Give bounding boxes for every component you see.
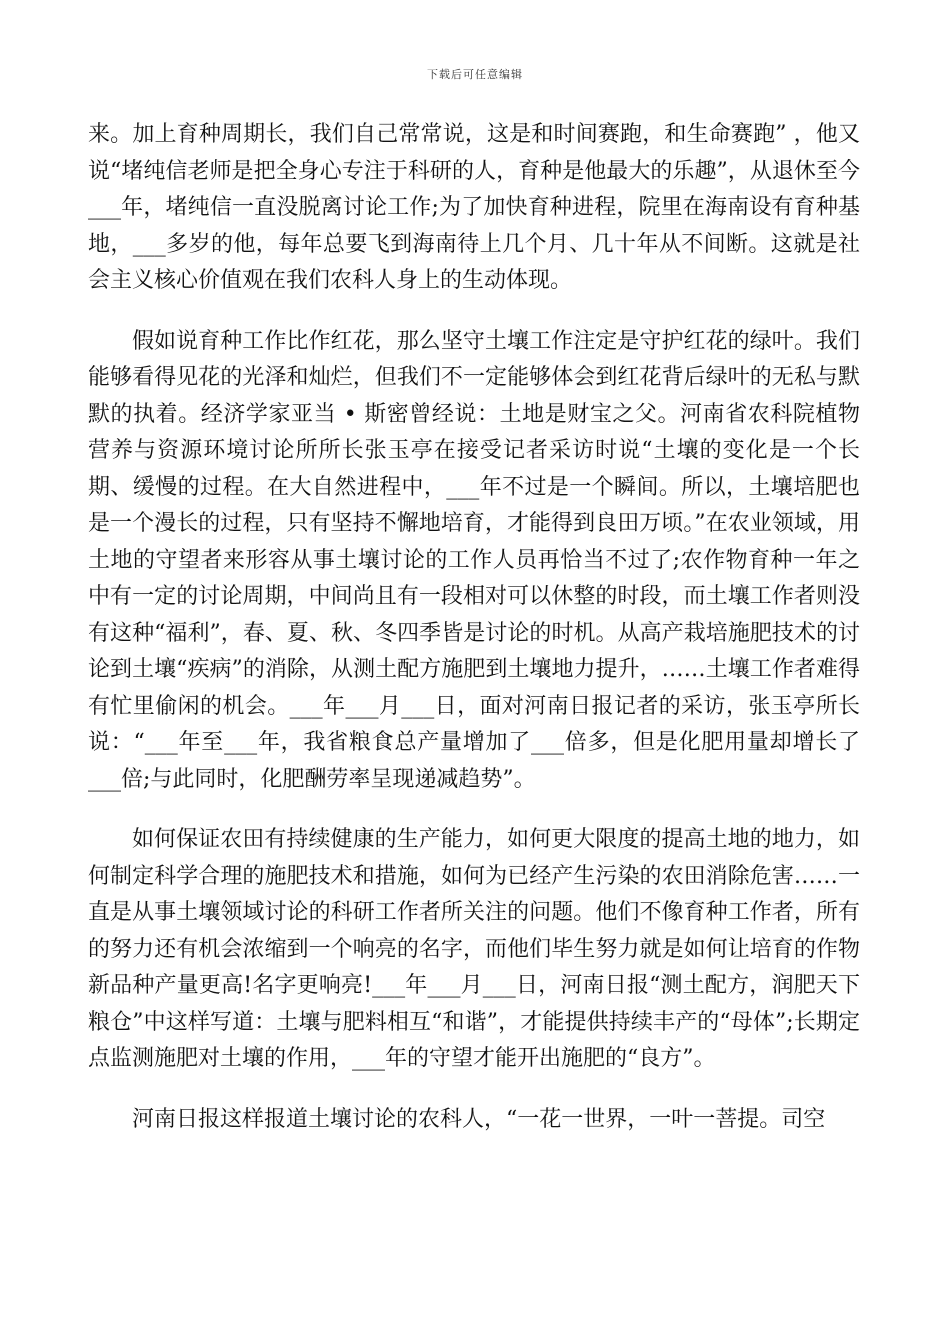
document-body bbox=[88, 117, 860, 1162]
paragraph-3: 如何保证农田有持续健康的生产能力，如何更大限度的提高土地的地力，如何制定科学合理的施肥技术和措施，如何为已经产生污染的农田消除危害……一直是从事土壤领域讨论的科研工作者所关注的问题。他们不像育种工作者，所有的努力还有机会浓缩到一个响亮的名字，而他们毕生努力就是如何让培育的作物新品种产量更高!名字更响亮!___年___月___日，河南日报“测土配方，润肥天下粮仓”中这样写道：土壤与肥料相互“和谐”，才能提供持续丰产的“母体”;长期定点监测施肥对土壤的作用，___年的守望才能开出施肥的“良方”。 bbox=[88, 827, 860, 1071]
paragraph-1: 来。加上育种周期长，我们自己常常说，这是和时间赛跑，和生命赛跑” ，他又说“堵纯信老师是把全身心专注于科研的人，育种是他最大的乐趣”，从退休至今___年，堵纯信一直没脱离讨论工作;为了加快育种进程，院里在海南设有育种基地，___多岁的他，每年总要飞到海南待上几个月、几十年从不间断。这就是社会主义核心价值观在我们农科人身上的生动体现。 bbox=[88, 122, 860, 293]
page-header: 下载后可任意编辑 bbox=[427, 68, 523, 81]
paragraph-2: 假如说育种工作比作红花，那么坚守土壤工作注定是守护红花的绿叶。我们能够看得见花的光泽和灿烂，但我们不一定能够体会到红花背后绿叶的无私与默默的执着。经济学家亚当 • 斯密曾经说：土地是财宝之父。河南省农科院植物营养与资源环境讨论所所长张玉亭在接受记者采访时说“土壤的变化是一个长期、缓慢的过程。在大自然进程中，___年不过是一个瞬间。所以，土壤培肥也是一个漫长的过程，只有坚持不懈地培育，才能得到良田万顷。”在农业领域，用土地的守望者来形容从事土壤讨论的工作人员再恰当不过了;农作物育种一年之中有一定的讨论周期，中间尚且有一段相对可以休整的时段，而土壤工作者则没有这种“福利”，春、夏、秋、冬四季皆是讨论的时机。从高产栽培施肥技术的讨论到土壤“疾病”的消除，从测土配方施肥到土壤地力提升，……土壤工作者难得有忙里偷闲的机会。___年___月___日，面对河南日报记者的采访，张玉亭所长说：“___年至___年，我省粮食总产量增加了___倍多，但是化肥用量却增长了___倍;与此同时，化肥酬劳率呈现递减趋势”。 bbox=[88, 328, 860, 792]
paragraph-4: 河南日报这样报道土壤讨论的农科人，“一花一世界，一叶一菩提。司空 bbox=[132, 1106, 826, 1132]
